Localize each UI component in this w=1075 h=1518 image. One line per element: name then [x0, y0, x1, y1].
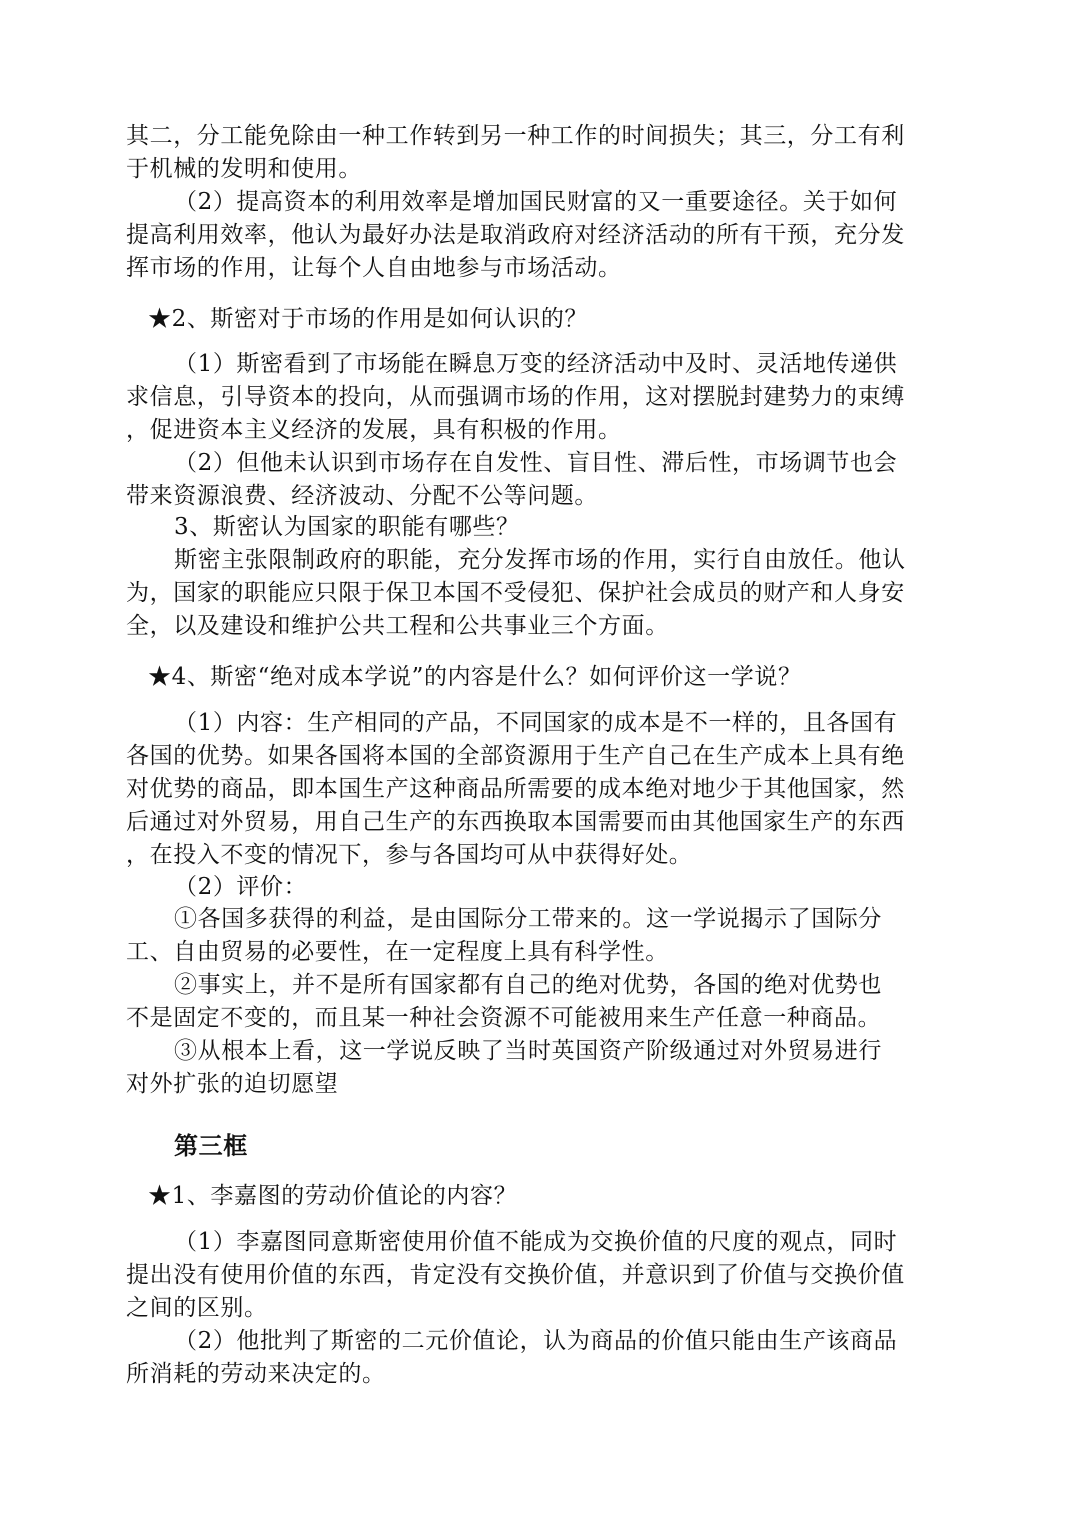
- paragraph-line: 于机械的发明和使用。: [126, 156, 362, 182]
- paragraph-line: 各国的优势。如果各国将本国的全部资源用于生产自己在生产成本上具有绝: [126, 743, 905, 769]
- question-heading: ★4、斯密“绝对成本学说”的内容是什么？如何评价这一学说？: [148, 664, 802, 690]
- paragraph-line: ②事实上，并不是所有国家都有自己的绝对优势，各国的绝对优势也: [174, 972, 882, 998]
- paragraph-line: 提出没有使用价值的东西，肯定没有交换价值，并意识到了价值与交换价值: [126, 1262, 905, 1288]
- paragraph-line: 挥市场的作用，让每个人自由地参与市场活动。: [126, 255, 622, 281]
- paragraph-line: 之间的区别。: [126, 1295, 268, 1321]
- paragraph-line: 对优势的商品，即本国生产这种商品所需要的成本绝对地少于其他国家，然: [126, 776, 905, 802]
- paragraph-line: 为，国家的职能应只限于保卫本国不受侵犯、保护社会成员的财产和人身安: [126, 580, 905, 606]
- paragraph-line: 求信息，引导资本的投向，从而强调市场的作用，这对摆脱封建势力的束缚: [126, 384, 905, 410]
- paragraph-line: ①各国多获得的利益，是由国际分工带来的。这一学说揭示了国际分: [174, 906, 882, 932]
- paragraph-line: ③从根本上看，这一学说反映了当时英国资产阶级通过对外贸易进行: [174, 1038, 882, 1064]
- question-heading: ★1、李嘉图的劳动价值论的内容？: [148, 1183, 518, 1209]
- paragraph-line: （2）提高资本的利用效率是增加国民财富的又一重要途径。关于如何: [174, 189, 898, 215]
- paragraph-line: （2）他批判了斯密的二元价值论，认为商品的价值只能由生产该商品: [174, 1328, 898, 1354]
- paragraph-line: ，促进资本主义经济的发展，具有积极的作用。: [126, 417, 622, 443]
- paragraph-line: 所消耗的劳动来决定的。: [126, 1361, 386, 1387]
- paragraph-line: 斯密主张限制政府的职能，充分发挥市场的作用，实行自由放任。他认: [174, 547, 906, 573]
- section-heading: 第三框: [174, 1131, 248, 1160]
- paragraph-line: 带来资源浪费、经济波动、分配不公等问题。: [126, 483, 598, 509]
- paragraph-line: 不是固定不变的，而且某一种社会资源不可能被用来生产任意一种商品。: [126, 1005, 882, 1031]
- question-heading: 3、斯密认为国家的职能有哪些？: [174, 514, 520, 540]
- paragraph-line: （1）李嘉图同意斯密使用价值不能成为交换价值的尺度的观点，同时: [174, 1229, 898, 1255]
- paragraph-line: ，在投入不变的情况下，参与各国均可从中获得好处。: [126, 842, 693, 868]
- paragraph-line: （2）评价：: [174, 874, 308, 900]
- paragraph-line: 提高利用效率，他认为最好办法是取消政府对经济活动的所有干预，充分发: [126, 222, 905, 248]
- question-heading: ★2、斯密对于市场的作用是如何认识的？: [148, 306, 589, 332]
- paragraph-line: （2）但他未认识到市场存在自发性、盲目性、滞后性，市场调节也会: [174, 450, 898, 476]
- paragraph-line: 后通过对外贸易，用自己生产的东西换取本国需要而由其他国家生产的东西: [126, 809, 905, 835]
- paragraph-line: （1）内容：生产相同的产品，不同国家的成本是不一样的，且各国有: [174, 710, 898, 736]
- paragraph-line: 工、自由贸易的必要性，在一定程度上具有科学性。: [126, 939, 669, 965]
- paragraph-line: 对外扩张的迫切愿望: [126, 1071, 339, 1097]
- paragraph-line: （1）斯密看到了市场能在瞬息万变的经济活动中及时、灵活地传递供: [174, 351, 898, 377]
- paragraph-line: 其二，分工能免除由一种工作转到另一种工作的时间损失；其三，分工有利: [126, 123, 905, 149]
- paragraph-line: 全，以及建设和维护公共工程和公共事业三个方面。: [126, 613, 669, 639]
